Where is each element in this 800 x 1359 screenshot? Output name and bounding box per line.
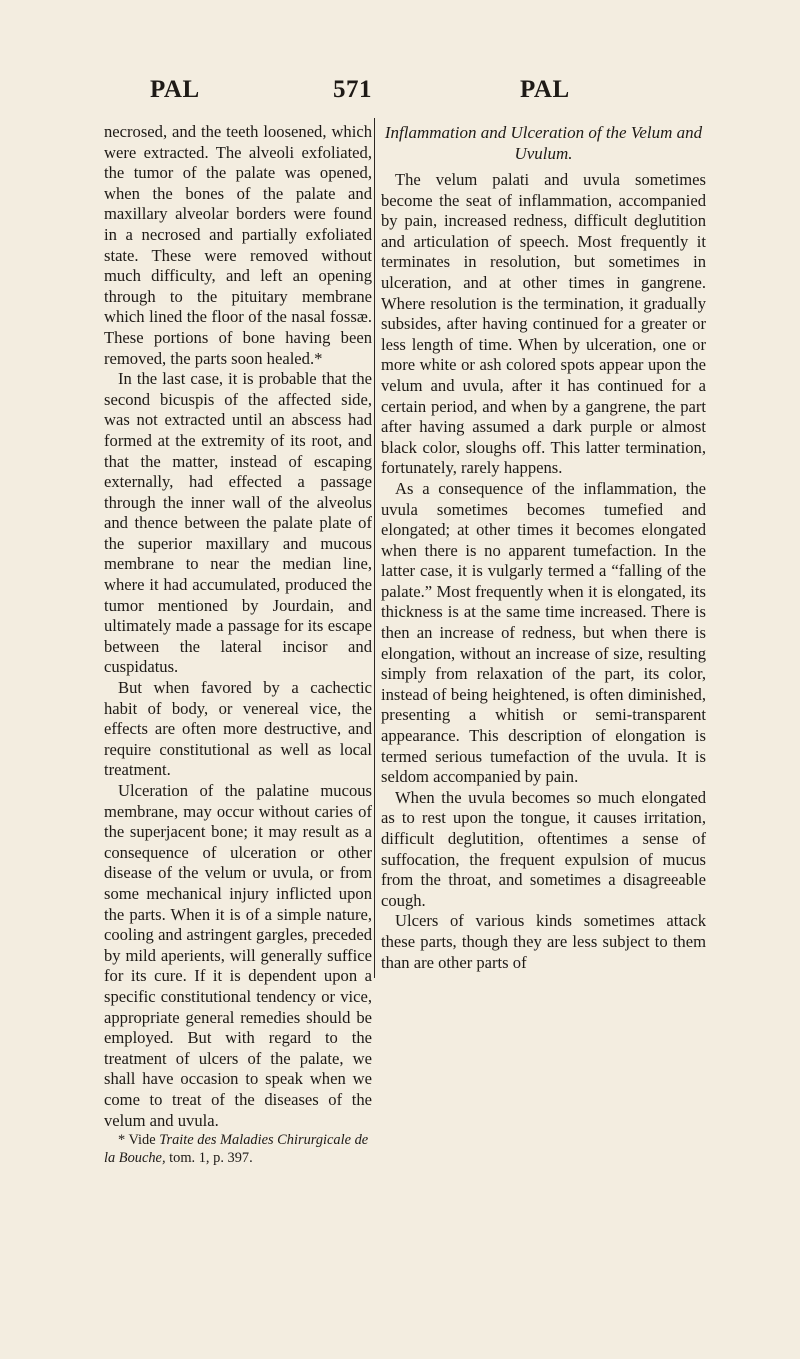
header-left-word: PAL [150,76,200,103]
running-header [150,76,660,106]
column-divider [374,118,375,978]
section-heading: Inflammation and Ulceration of the Velum and Uvulum. [384,123,703,163]
paragraph: But when favored by a cachectic habit of body, or venereal vice, the effects are often more destructive, and require constitutional as well as local treatment. [104,678,372,780]
paragraph: Ulcers of various kinds sometimes attack these parts, though they are less subject to them than are other parts of [381,911,706,972]
page-number: 571 [333,76,372,103]
paragraph: As a consequence of the inflammation, the uvula sometimes becomes tumefied and elongated; at other times it becomes elongated when there is no apparent tumefaction. In the latter case, it is vulgarly termed a “falling of the palate.” Most frequently when it is elongated, its thickness is at the same time increased. There is then an increase of redness, but when there is elongation, without an increase of size, resulting simply from relaxation of the part, its color, instead of being heightened, is often diminished, presenting a whitish or semi-transparent appearance. This description of elongation is termed serious tumefaction of the uvula. It is seldom accompanied by pain. [381,478,706,787]
left-column [104,122,372,1167]
paragraph: The velum palati and uvula sometimes become the seat of inflammation, accompanied by pain, increased redness, difficult deglutition and articulation of speech. Most frequently it terminates in resolution, but sometimes in ulceration, and at other times in gangrene. Where resolution is the termination, it gradually subsides, after having continued for a greater or less length of time. When by ulceration, one or more white or ash colored spots appear upon the velum and uvula, after it has continued for a certain period, and when by a gangrene, the part after having assumed a dark purple or almost black color, sloughs off. This latter termination, fortunately, rarely happens. [381,170,706,478]
footnote-suffix: tom. 1, p. 397. [169,1150,253,1167]
paragraph: Ulceration of the palatine mucous membrane, may occur without caries of the superjacent bone; it may result as a consequence of ulceration or other disease of the velum or uvula, or from some mechanical injury inflicted upon the parts. When it is of a simple nature, cooling and astringent gargles, preceded by mild aperients, will generally suffice for its cure. If it is dependent upon a specific constitutional tendency or vice, appropriate general remedies should be employed. But with regard to the treatment of ulcers of the palate, we shall have occasion to speak when we come to treat of the diseases of the velum and uvula. [104,781,372,1130]
footnote-prefix: * Vide [118,1132,156,1149]
right-column [381,122,706,973]
paragraph: When the uvula becomes so much elongated as to rest upon the tongue, it causes irritation, difficult deglutition, oftentimes a sense of suffocation, the frequent expulsion of mucus from the throat, and sometimes a disagreeable cough. [381,787,706,910]
footnote [104,1131,372,1167]
paragraph: In the last case, it is probable that the second bicuspis of the affected side, was not extracted until an abscess had formed at the extremity of its root, and that the matter, instead of escaping externally, had effected a passage through the inner wall of the alveolus and thence between the palate plate of the superior maxillary and mucous membrane to near the median line, where it had accumulated, produced the tumor mentioned by Jourdain, and ultimately made a passage for its escape between the lateral incisor and cuspidatus. [104,369,372,677]
footnote-title: Traite des Maladies Chirurgicale de la Bouche, [104,1132,369,1167]
header-right-word: PAL [520,76,570,103]
paragraph: necrosed, and the teeth loosened, which were extracted. The alveoli exfoliated, the tumor of the palate was opened, when the bones of the palate and maxillary alveolar borders were found in a necrosed and partially exfoliated state. These were removed without much difficulty, and left an opening through to the pituitary membrane which lined the floor of the nasal fossæ. These portions of bone having been removed, the parts soon healed.* [104,122,372,368]
